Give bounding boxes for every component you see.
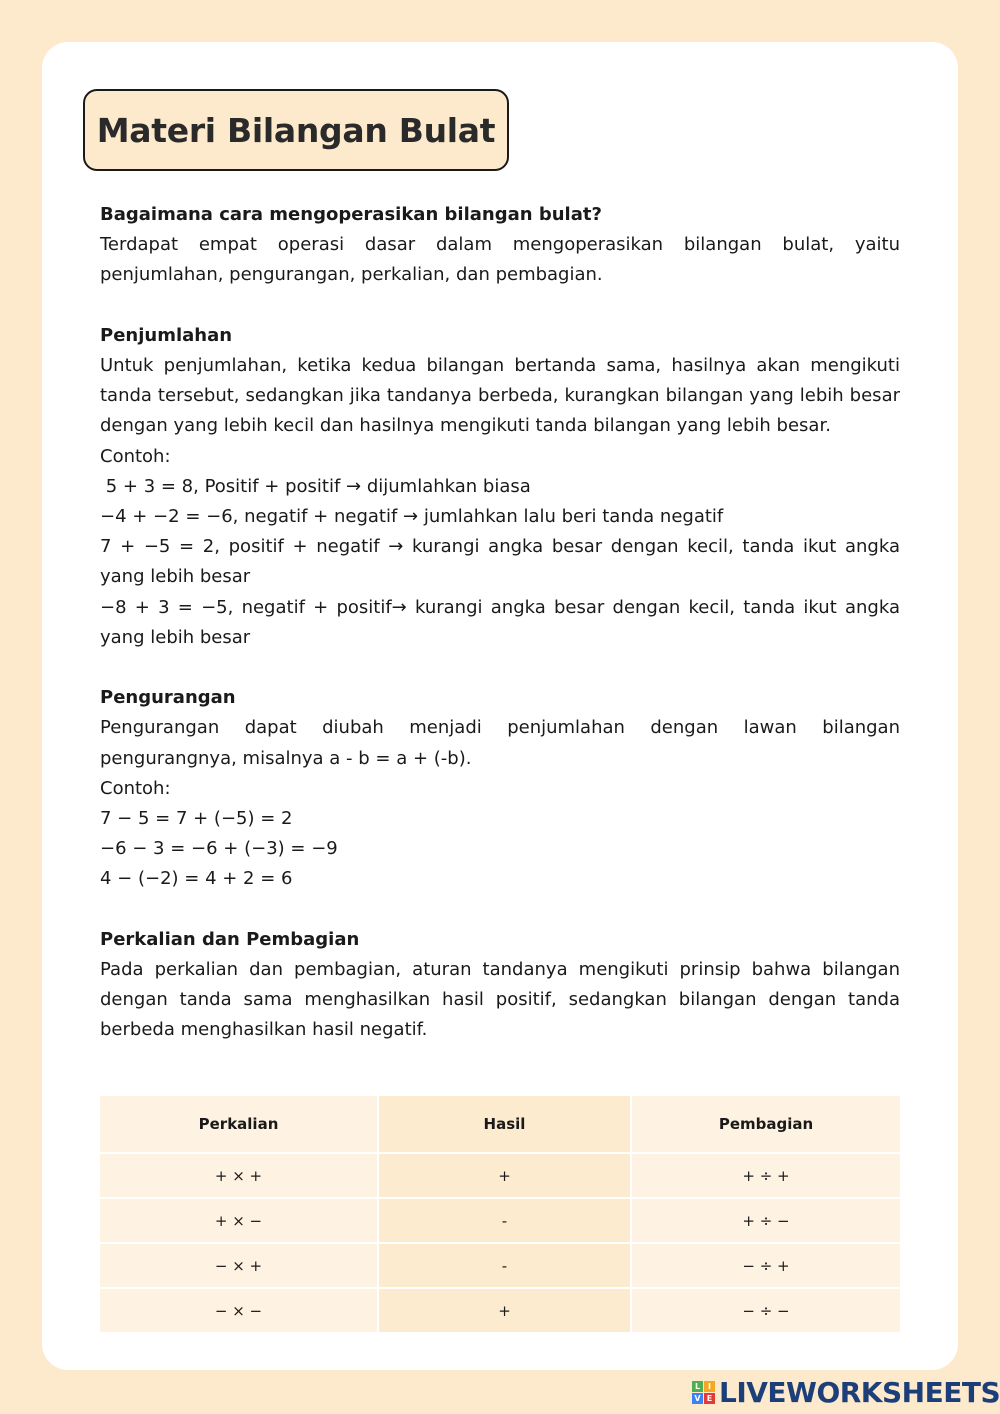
example: 4 − (−2) = 4 + 2 = 6 (100, 868, 293, 890)
table-row (100, 1288, 900, 1333)
logo-icon (692, 1381, 715, 1404)
logo-letter: E (704, 1393, 715, 1404)
example: −6 − 3 = −6 + (−3) = −9 (100, 838, 338, 860)
table-cell: - (378, 1198, 631, 1243)
table-cell: + × − (100, 1198, 378, 1243)
example: 5 + 3 = 8, Positif + positif → dijumlahkan biasa (100, 475, 531, 497)
pengurangan-heading: Pengurangan (100, 687, 236, 709)
table-cell: + × + (100, 1153, 378, 1198)
pengurangan-contoh-label: Contoh: (100, 777, 171, 799)
header-cell: Perkalian (100, 1096, 378, 1153)
table-header-row (100, 1096, 900, 1153)
table-cell: + ÷ − (631, 1198, 900, 1243)
table-cell: − ÷ + (631, 1243, 900, 1288)
table-cell: - (378, 1243, 631, 1288)
logo-letter: L (692, 1381, 703, 1392)
header-cell: Hasil (378, 1096, 631, 1153)
title-box (83, 89, 509, 171)
perkalian-text: Pada perkalian dan pembagian, aturan tandanya mengikuti prinsip bahwa bilangan dengan tanda sama menghasilkan hasil positif, sedangkan bilangan dengan tanda berbeda menghasilkan hasil negatif. (100, 959, 900, 1041)
penjumlahan-text: Untuk penjumlahan, ketika kedua bilangan bertanda sama, hasilnya akan mengikuti tanda tersebut, sedangkan jika tandanya berbeda, kurangkan bilangan yang lebih besar dengan yang lebih kecil dan hasilnya mengikuti tanda bilangan yang lebih besar. (100, 355, 900, 437)
example: 7 − 5 = 7 + (−5) = 2 (100, 808, 293, 830)
content (100, 200, 900, 1046)
table-row (100, 1153, 900, 1198)
example: −8 + 3 = −5, negatif + positif→ kurangi angka besar dengan kecil, tanda ikut angka yang lebih besar (100, 596, 900, 648)
example: 7 + −5 = 2, positif + negatif → kurangi angka besar dengan kecil, tanda ikut angka yang lebih besar (100, 536, 900, 588)
table-cell: + (378, 1153, 631, 1198)
perkalian-heading: Perkalian dan Pembagian (100, 928, 360, 950)
pengurangan-text: Pengurangan dapat diubah menjadi penjumlahan dengan lawan bilangan pengurangnya, misalnya a - b = a + (-b). (100, 717, 900, 769)
penjumlahan-contoh-label: Contoh: (100, 445, 171, 467)
penjumlahan-heading: Penjumlahan (100, 324, 233, 346)
table-row (100, 1198, 900, 1243)
logo-letter: I (704, 1381, 715, 1392)
table-cell: + ÷ + (631, 1153, 900, 1198)
header-cell: Pembagian (631, 1096, 900, 1153)
table-cell: + (378, 1288, 631, 1333)
page-title: Materi Bilangan Bulat (96, 110, 496, 150)
table-cell: − ÷ − (631, 1288, 900, 1333)
liveworksheets-logo (692, 1376, 1000, 1409)
logo-letter: V (692, 1393, 703, 1404)
table-row (100, 1243, 900, 1288)
sign-rules-table (100, 1096, 900, 1334)
example: −4 + −2 = −6, negatif + negatif → jumlahkan lalu beri tanda negatif (100, 506, 724, 528)
logo-text: LIVEWORKSHEETS (719, 1376, 1000, 1409)
table-cell: − × + (100, 1243, 378, 1288)
intro-text: Terdapat empat operasi dasar dalam mengoperasikan bilangan bulat, yaitu penjumlahan, pengurangan, perkalian, dan pembagian. (100, 234, 900, 286)
intro-question: Bagaimana cara mengoperasikan bilangan bulat? (100, 204, 602, 225)
table-cell: − × − (100, 1288, 378, 1333)
